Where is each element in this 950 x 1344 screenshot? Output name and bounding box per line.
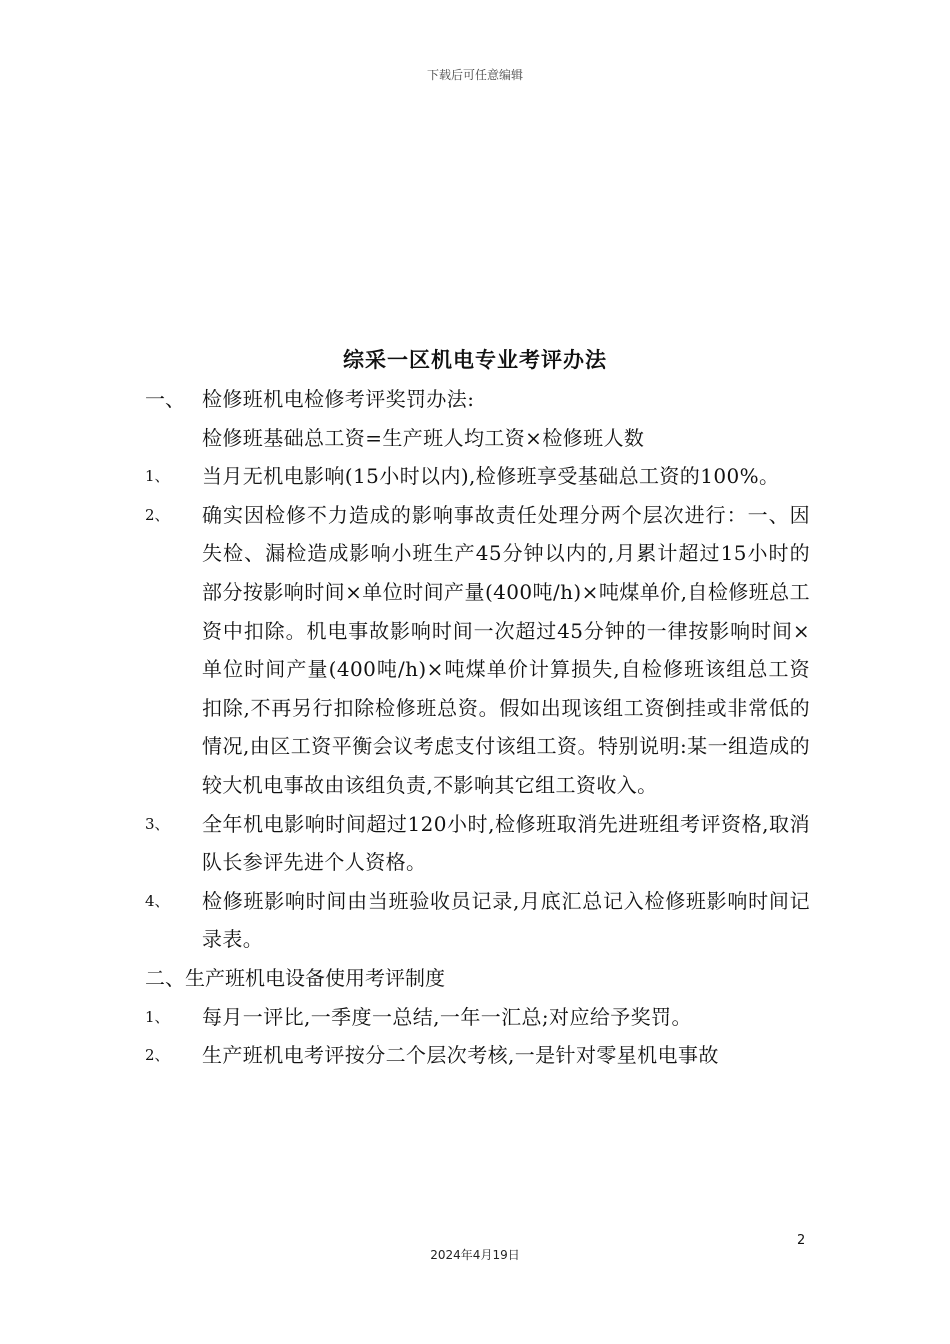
list-item-number: 1、 <box>145 1007 170 1026</box>
section1-formula-row <box>145 419 810 458</box>
list-item <box>145 882 810 959</box>
list-item <box>145 805 810 882</box>
list-item <box>145 457 810 496</box>
page-number: 2 <box>797 1233 806 1248</box>
section2-heading: 二、生产班机电设备使用考评制度 <box>145 965 445 990</box>
list-item <box>145 496 810 805</box>
section1-heading: 检修班机电检修考评奖罚办法: <box>202 387 475 411</box>
list-item-text: 确实因检修不力造成的影响事故责任处理分两个层次进行：一、因失检、漏检造成影响小班生产45分钟以内的,月累计超过15小时的部分按影响时间×单位时间产量(400吨/h)×吨煤单价,自检修班总工资中扣除。机电事故影响时间一次超过45分钟的一律按影响时间×单位时间产量(400吨/h)×吨煤单价计算损失,自检修班该组总工资扣除,不再另行扣除检修班总资。假如出现该组工资倒挂或非常低的情况,由区工资平衡会议考虑支付该组工资。特别说明:某一组造成的较大机电事故由该组负责,不影响其它组工资收入。 <box>202 502 810 797</box>
list-item <box>145 1036 810 1075</box>
list-item-number: 2、 <box>145 1046 170 1065</box>
list-item-text: 生产班机电考评按分二个层次考核,一是针对零星机电事故 <box>202 1043 719 1068</box>
list-item-text: 当月无机电影响(15小时以内),检修班享受基础总工资的100%。 <box>202 464 780 489</box>
list-item-text: 检修班影响时间由当班验收员记录,月底汇总记入检修班影响时间记录表。 <box>202 888 810 952</box>
document-body <box>145 380 810 1075</box>
list-item-number: 3、 <box>145 814 170 833</box>
list-item-text: 全年机电影响时间超过120小时,检修班取消先进班组考评资格,取消队长参评先进个人资格。 <box>202 811 810 875</box>
list-item-text: 每月一评比,一季度一总结,一年一汇总;对应给予奖罚。 <box>202 1004 692 1029</box>
section1-number: 一、 <box>145 387 185 411</box>
page-footer-date: 2024年4月19日 <box>430 1248 520 1262</box>
list-item-number: 1、 <box>145 467 170 486</box>
section1-heading-row <box>145 380 810 419</box>
section1-formula: 检修班基础总工资=生产班人均工资×检修班人数 <box>202 425 645 450</box>
document-title: 综采一区机电专业考评办法 <box>343 347 607 372</box>
list-item-number: 4、 <box>145 891 170 910</box>
list-item-number: 2、 <box>145 505 170 524</box>
list-item <box>145 998 810 1037</box>
page-header: 下载后可任意编辑 <box>426 68 523 82</box>
